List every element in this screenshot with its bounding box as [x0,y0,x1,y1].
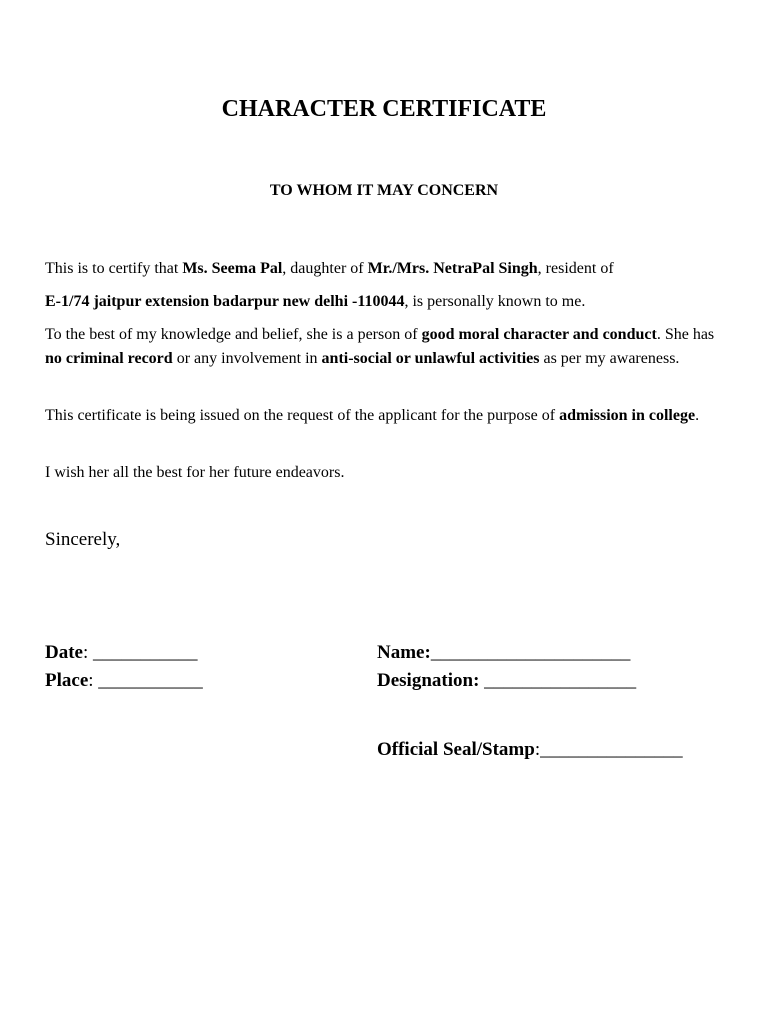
name-field [377,641,630,665]
place-blank: : ___________ [88,670,203,691]
text-segment: , is personally known to me. [404,293,586,310]
text-segment: or any involvement in [172,350,322,367]
designation-label: Designation: [377,670,480,691]
date-field [45,641,198,665]
highlight-activities: anti-social or unlawful activities [321,350,540,367]
seal-field [377,738,683,762]
paragraph-wishes: I wish her all the best for her future endeavors. [45,464,345,481]
applicant-address: E-1/74 jaitpur extension badarpur new delhi -110044 [45,293,405,310]
seal-blank: :_______________ [534,739,683,760]
text-segment: This is to certify that [45,260,183,277]
place-field [45,669,203,693]
certificate-subtitle: TO WHOM IT MAY CONCERN [269,182,499,199]
text-segment: , daughter of [282,260,368,277]
closing-salutation: Sincerely, [45,529,121,550]
designation-blank: ________________ [479,670,637,691]
paragraph-address [45,290,725,314]
parent-name: Mr./Mrs. NetraPal Singh [367,260,538,277]
paragraph-certify [45,257,725,281]
text-segment: . She has [656,326,715,343]
highlight-character: good moral character and conduct [421,326,657,343]
text-segment: as per my awareness. [539,350,680,367]
date-blank: : ___________ [82,642,198,663]
certificate-title: CHARACTER CERTIFICATE [221,96,547,122]
name-label: Name: [377,642,431,663]
paragraph-character [45,323,725,371]
highlight-record: no criminal record [45,350,173,367]
paragraph-purpose [45,404,725,428]
applicant-name: Ms. Seema Pal [182,260,283,277]
designation-field [377,669,636,693]
text-segment: , resident of [537,260,614,277]
text-segment: This certificate is being issued on the request of the applicant for the purpose of [45,407,560,424]
seal-label: Official Seal/Stamp [377,739,535,760]
text-segment: To the best of my knowledge and belief, she is a person of [45,326,422,343]
place-label: Place [45,670,89,691]
name-blank: _____________________ [430,642,631,663]
highlight-purpose: admission in college [559,407,696,424]
text-segment: . [695,407,700,424]
date-label: Date [45,642,83,663]
